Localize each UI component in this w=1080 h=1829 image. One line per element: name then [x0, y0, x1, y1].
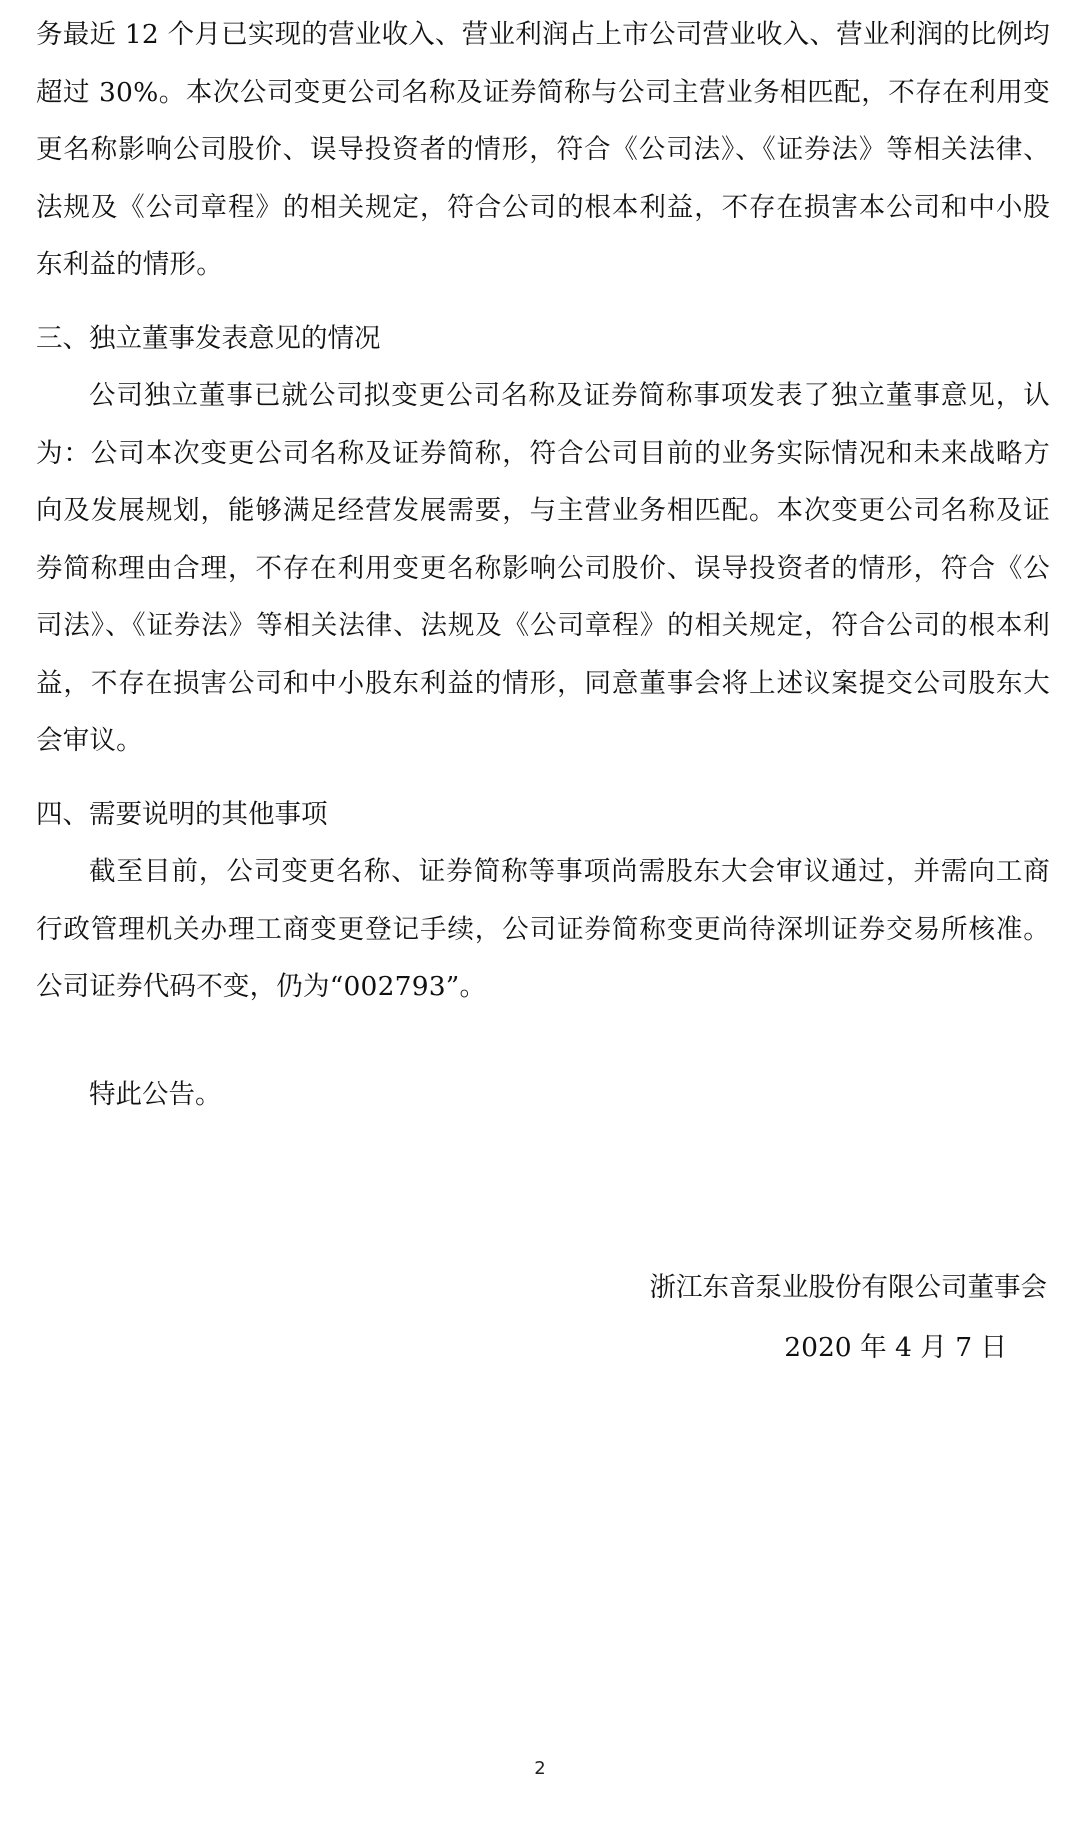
document-body [36, 6, 1050, 1123]
page-number: 2 [534, 1758, 546, 1779]
section-4-heading: 四、需要说明的其他事项 [36, 798, 328, 830]
continued-paragraph: 务最近 12 个月已实现的营业收入、营业利润占上市公司营业收入、营业利润的比例均超过 30%。本次公司变更公司名称及证券简称与公司主营业务相匹配，不存在利用变更名称影响公司股价、误导投资者的情形，符合《公司法》、《证券法》等相关法律、法规及《公司章程》的相关规定，符合公司的根本利益，不存在损害本公司和中小股东利益的情形。 [36, 19, 1050, 280]
section-3-paragraph: 公司独立董事已就公司拟变更公司名称及证券简称事项发表了独立董事意见，认为：公司本次变更公司名称及证券简称，符合公司目前的业务实际情况和未来战略方向及发展规划，能够满足经营发展需要，与主营业务相匹配。本次变更公司名称及证券简称理由合理，不存在利用变更名称影响公司股价、误导投资者的情形，符合《公司法》、《证券法》等相关法律、法规及《公司章程》的相关规定，符合公司的根本利益，不存在损害公司和中小股东利益的情形，同意董事会将上述议案提交公司股东大会审议。 [36, 380, 1050, 756]
signature-block [650, 1258, 1048, 1378]
spacer [36, 770, 1050, 786]
section-4-paragraph: 截至目前，公司变更名称、证券简称等事项尚需股东大会审议通过，并需向工商行政管理机关办理工商变更登记手续，公司证券简称变更尚待深圳证券交易所核准。公司证券代码不变，仍为“002793”。 [36, 856, 1050, 1002]
signature-company: 浙江东音泵业股份有限公司董事会 [649, 1272, 1047, 1303]
closing-statement: 特此公告。 [89, 1078, 222, 1110]
signature-date: 2020 年 4 月 7 日 [784, 1332, 1007, 1363]
section-3-heading: 三、独立董事发表意见的情况 [36, 322, 381, 354]
spacer [36, 1016, 1050, 1066]
spacer [36, 294, 1050, 310]
